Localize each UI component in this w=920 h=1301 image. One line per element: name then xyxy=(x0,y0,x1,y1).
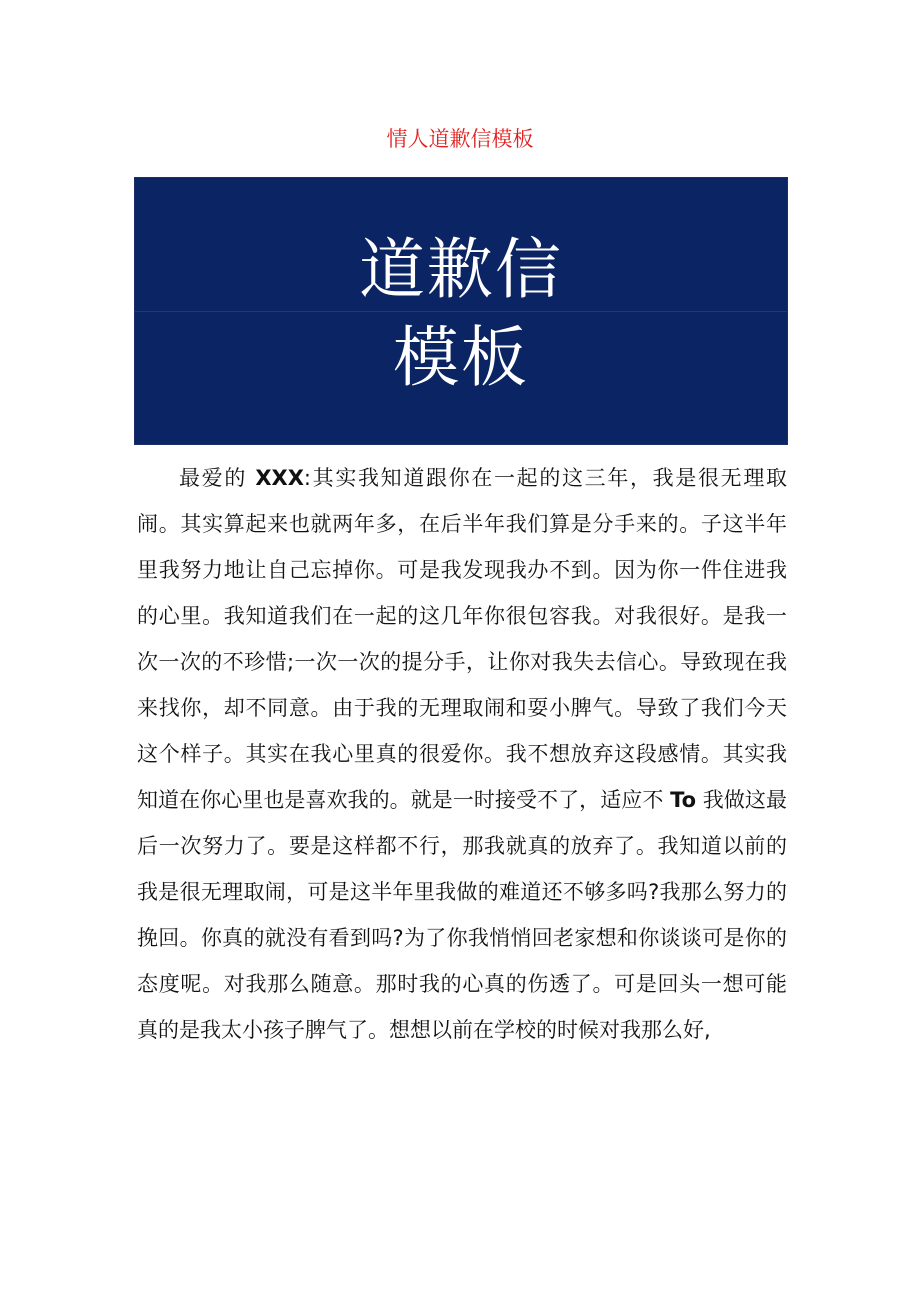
letter-text-part1: :其实我知道跟你在一起的这三年，我是很无理取闹。其实算起来也就两年多，在后半年我们算是分手来的。子这半年里我努力地让自己忘掉你。可是我发现我办不到。因为你一件住进我的心里。我知道我们在一起的这几年你很包容我。对我很好。是我一次一次的不珍惜;一次一次的提分手，让你对我失去信心。导致现在我来找你，却不同意。由于我的无理取闹和耍小脾气。导致了我们今天这个样子。其实在我心里真的很爱你。我不想放弃这段感情。其实我知道在你心里也是喜欢我的。就是一时接受不了，适应不 xyxy=(137,466,787,812)
salutation-name: XXX xyxy=(255,466,304,490)
letter-body xyxy=(137,455,787,1053)
banner-line-1: 道歉信 xyxy=(359,231,563,308)
banner-divider xyxy=(135,311,787,312)
title-banner xyxy=(134,177,788,445)
banner-line-2: 模板 xyxy=(393,319,529,396)
document-title: 情人道歉信模板 xyxy=(386,127,534,151)
letter-text-part2: 我做这最后一次努力了。要是这样都不行，那我就真的放弃了。我知道以前的我是很无理取闹，可是这半年里我做的难道还不够多吗?我那么努力的挽回。你真的就没有看到吗?为了你我悄悄回老家想和你谈谈可是你的态度呢。对我那么随意。那时我的心真的伤透了。可是回头一想可能真的是我太小孩子脾气了。想想以前在学校的时候对我那么好, xyxy=(137,788,787,1042)
bold-word: To xyxy=(670,788,697,812)
salutation-prefix: 最爱的 xyxy=(179,466,256,490)
